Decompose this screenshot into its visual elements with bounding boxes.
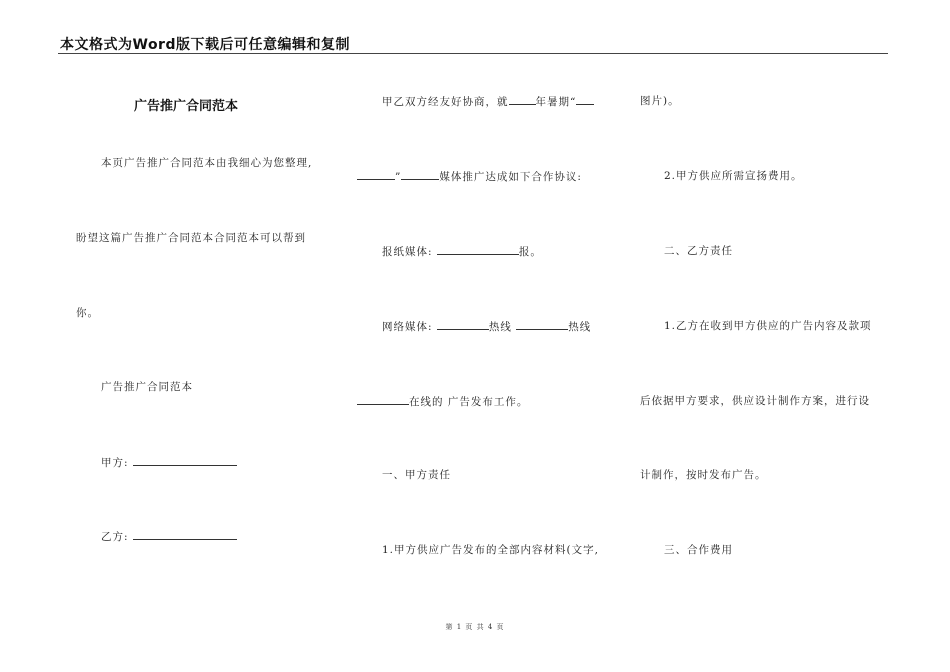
contract-subtitle: 广告推广合同范本	[101, 381, 193, 393]
intro-line-2: 盼望这篇广告推广合同范本合同范本可以帮到	[76, 232, 306, 244]
party-b-line	[101, 528, 237, 544]
agreement-line-2	[357, 168, 582, 184]
media-blank	[401, 168, 439, 180]
party-a-item-1: 1.甲方供应广告发布的全部内容材料(文字,	[382, 544, 599, 556]
party-a-blank	[133, 454, 237, 466]
header-title: 本文格式为Word版下载后可任意编辑和复制	[60, 37, 350, 53]
party-a-item-2: 2.甲方供应所需宣扬费用。	[664, 170, 803, 182]
intro-line-3: 你。	[76, 307, 99, 319]
title-blank-end	[357, 168, 395, 180]
publish-line	[357, 393, 528, 409]
hotline-label-1: 热线	[488, 321, 512, 333]
agreement-text-2a: ”	[395, 171, 402, 183]
col3-line-1: 图片)。	[640, 95, 680, 107]
section-cooperation-fees: 三、合作费用	[664, 544, 733, 556]
publish-text: 在线的 广告发布工作。	[409, 396, 529, 408]
section-party-b-duties: 二、乙方责任	[664, 245, 733, 257]
agreement-text-1b: 年暑期“	[535, 96, 577, 108]
party-b-blank	[133, 528, 237, 540]
document-title: 广告推广合同范本	[134, 99, 239, 114]
online-media-line	[382, 318, 591, 334]
party-b-item-1-line-1: 1.乙方在收到甲方供应的广告内容及款项	[664, 320, 872, 332]
party-b-item-1-line-2: 后依据甲方要求，供应设计制作方案，进行设	[640, 395, 870, 407]
page-number: 第 1 页 共 4 页	[445, 623, 505, 631]
agreement-line-1	[382, 93, 594, 109]
intro-line-1: 本页广告推广合同范本由我细心为您整理,	[101, 157, 313, 169]
header-divider	[58, 53, 888, 54]
online-label: 网络媒体:	[382, 321, 433, 333]
party-a-label: 甲方:	[101, 457, 129, 469]
publish-blank	[357, 393, 409, 405]
newspaper-media-line	[382, 243, 542, 259]
newspaper-blank	[437, 243, 519, 255]
online-blank-1	[437, 318, 489, 330]
section-party-a-duties: 一、甲方责任	[382, 469, 451, 481]
agreement-text-2b: 媒体推广达成如下合作协议:	[439, 171, 582, 183]
hotline-label-2: 热线	[568, 321, 592, 333]
party-b-label: 乙方:	[101, 531, 129, 543]
title-blank-start	[576, 93, 594, 105]
newspaper-label: 报纸媒体:	[382, 246, 433, 258]
party-a-line	[101, 454, 237, 470]
agreement-text-1a: 甲乙双方经友好协商，就	[382, 96, 509, 108]
online-blank-2	[516, 318, 568, 330]
newspaper-suffix: 报。	[518, 246, 542, 258]
year-blank	[509, 93, 536, 105]
party-b-item-1-line-3: 计制作，按时发布广告。	[640, 469, 767, 481]
